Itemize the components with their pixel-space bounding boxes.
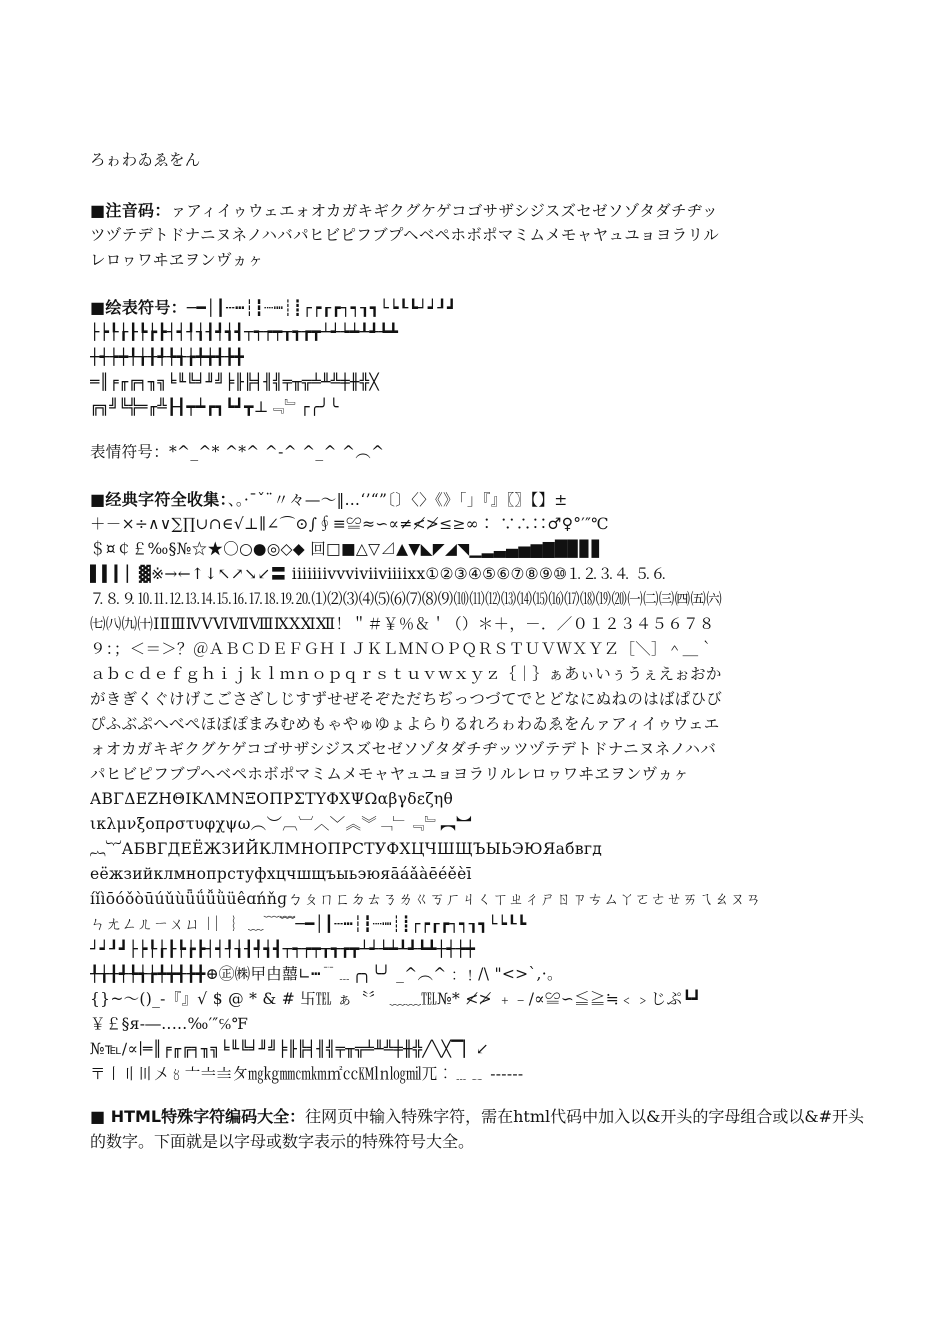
classic-symbols-heading: ■经典字符全收集： — [90, 490, 228, 509]
box-drawing-line: ╔╗╝╚╬═╓╩┠┨┯┷┏┓┗┛┳⊥﹃﹄┌╭╯╰ — [90, 398, 339, 416]
symbol-line: 〒〡〢〣〤〥〦〧〨〩㎎㎏㎜㎝㎞㎡㏄㏎㏑㏒㏕兀︰﹍﹎ ------ — [90, 1065, 524, 1083]
symbol-line: 、。·ˉˇ¨〃々—～‖…‘’“”〔〕〈〉《》「」『』〖〗【】± — [227, 491, 568, 509]
box-drawing-line: ═║╒╓╔╕╖╗╘╙╚╛╜╝╞╟╠╡╢╣╤╥╦╧╨╩╪╫╬╳ — [90, 373, 379, 391]
symbol-line: ▌▍▎▏▓※→←↑↓↖↗↘↙〓 ⅰⅱⅲⅳⅴⅵⅶⅷⅸⅹ①②③④⑤⑥⑦⑧⑨⑩⒈⒉⒊⒋ ⒌⒍ — [90, 565, 668, 583]
emoticon-section — [90, 440, 865, 465]
symbol-line: ９：；＜＝＞？＠ＡＢＣＤＥＦＧＨＩＪＫＬＭＮＯＰＱＲＳＴＵＶＷＸＹＺ［＼］＾＿｀ — [90, 640, 715, 658]
symbol-line: ︷︸АБВГДЕЁЖЗИЙКЛМНОПРСТУФХЦЧШЩЪЫЬЭЮЯабвгд — [90, 840, 603, 858]
symbol-line: ＋－×÷∧∨∑∏∪∩∈√⊥∥∠⌒⊙∫∮≡≌≈∽∝≠≮≯≤≥∞∶ ∵∴∷♂♀°′″℃ — [90, 515, 609, 533]
box-drawing-line: ┼┽┾┿╀╁╂╃╄╅╆╇╈╉╊╋ — [90, 348, 245, 366]
symbol-line: ぴふぶぷへべぺほぼぽまみむめもゃやゅゆょよらりるれろゎわゐゑをんァアィイゥウェエ — [90, 715, 720, 733]
zhuyin-heading: ■注音码： — [90, 201, 171, 220]
html-entities-heading: ■ HTML特殊字符编码大全： — [90, 1107, 306, 1126]
symbol-line: {}~～()_-『』√ $ @ * & # 卐℡ ぁ〝〞 ﹏﹏℡№* ≮≯ ﹢﹣/∝≌∽≦≧≒﹤﹥じぷ┗┛ — [90, 990, 702, 1008]
box-drawing-section — [90, 295, 865, 420]
box-drawing-line: ├┝┞┟┠┡┢┣┤┥┦┧┨┩┪┫┬┭┮┯┰┱┲┳┴┵┶┷┸┹┺┻ — [90, 323, 399, 341]
kana-section — [90, 148, 865, 173]
classic-symbols-section — [90, 487, 865, 1087]
symbol-line: ⒎⒏⒐⒑⒒⒓⒔⒕⒖⒗⒘⒙⒚⒛⑴⑵⑶⑷⑸⑹⑺⑻⑼⑽⑾⑿⒀⒁⒂⒃⒄⒅⒆⒇㈠㈡㈢㈣㈤㈥ — [90, 590, 723, 608]
symbol-line: ╀╁╂╃╄╅╆╇╈╉╊╋⊕㊣㈱曱甴囍∟┅﹊﹍╭╮╰╯ _^︵^﹕﹗/\ "<>`,·。 — [90, 965, 563, 983]
symbol-line: パヒビピフブプヘベペホボポマミムメモャヤュユョヨラリルレロヮワヰヱヲンヴヵヶ — [90, 765, 690, 783]
symbol-line: еёжзийклмнопрстуфхцчшщъыьэюяāáǎàēéěèī — [90, 865, 472, 883]
symbol-line: ￥￡§я-―‥…‰′″℅℉ — [90, 1015, 249, 1033]
emoticon-line: 表情符号：*^_^* ^*^ ^-^ ^_^ ^︵^ — [90, 443, 385, 461]
symbol-line: ικλμνξοπρστυφχψω︵︶︹︺︿﹀︽︾﹁﹂﹃﹄︻︼ — [90, 815, 472, 833]
symbol-line: ＄¤￠￡‰§№☆★〇○●◎◇◆ 回□■△▽⊿▲▼◣◤◢◥▁▂▃▄▅▆▇█▉▊▋ — [90, 540, 604, 558]
zhuyin-line: レロヮワヰヱヲンヴヵヶ — [90, 251, 264, 269]
symbol-line: ㄣㄤㄥㄦㄧㄨㄩ︱︳︴﹏﹋﹌─━│┃┄┅┆┇┈┉┊┋┌┍┎┏┐┑┒┓└┕┖┗ — [90, 915, 527, 933]
zhuyin-line: ァアィイゥウェエォオカガキギクグケゲコゴサザシジスズセゼソゾタダチヂッ — [170, 202, 718, 220]
symbol-line: ΑΒΓΔΕΖΗΘΙΚΛΜΝΞΟΠΡΣΤΥΦΧΨΩαβγδεζηθ — [90, 790, 454, 808]
symbol-line: ┘┙┚┛├┝┞┟┠┡┢┣┤┥┦┧┨┩┪┫┬┭┮┯┰┱┲┳┴┵┶┷┸┹┺┻┼┽┾┿ — [90, 940, 476, 958]
symbol-line: ａｂｃｄｅｆｇｈｉｊｋｌｍｎｏｐｑｒｓｔｕｖｗｘｙｚ｛｜｝ぁあぃいぅうぇえぉおか — [90, 665, 722, 683]
html-entities-paragraph: 往网页中输入特殊字符，需在html代码中加入以&开头的字母组合或以&#开头的数字。下面就是以字母或数字表示的特殊符号大全。 — [90, 1107, 865, 1151]
symbol-line: №℡∕∝∣═║╒╓╔╕╖╗╘╙╚╛╜╝╞╟╠╡╢╣╤╥╦╧╨╩╪╫╬╱╲╳▔▏↙ — [90, 1040, 489, 1058]
zhuyin-section — [90, 198, 865, 273]
box-drawing-heading: ■绘表符号： — [90, 298, 187, 317]
symbol-line: ㈦㈧㈨㈩ⅠⅡⅢⅣⅤⅥⅦⅧⅨⅩⅪⅫ！＂＃￥％＆＇（）＊＋，－．／０１２３４５６７８ — [90, 615, 715, 633]
symbol-line: íǐìōóǒòūúǔùǖǘǚǜüêɑńňɡㄅㄆㄇㄈㄉㄊㄋㄌㄍㄎㄏㄐㄑㄒㄓㄔㄕㄖㄗㄘㄙㄚㄛㄜㄝㄞㄟㄠㄡㄢ — [90, 890, 762, 908]
html-entities-section — [90, 1104, 865, 1154]
box-drawing-line: ─━│┃┄┅┆┇┈┉┊┋┌┍┎┏┐┑┒┓└┕┖┗┘┙┚┛ — [186, 299, 457, 317]
symbol-line: ォオカガキギクグケゲコゴサザシジスズセゼソゾタダチヂッツヅテデトドナニヌネノハバ — [90, 740, 717, 758]
symbol-line: がきぎくぐけげこごさざしじすずせぜそぞただちぢっつづてでとどなにぬねのはばぱひび — [90, 690, 723, 708]
kana-line: ろゎわゐゑをん — [90, 151, 201, 169]
zhuyin-line: ツヅテデトドナニヌネノハバパヒビピフブプヘベペホボポマミムメモャヤュユョヨラリル — [90, 226, 720, 244]
